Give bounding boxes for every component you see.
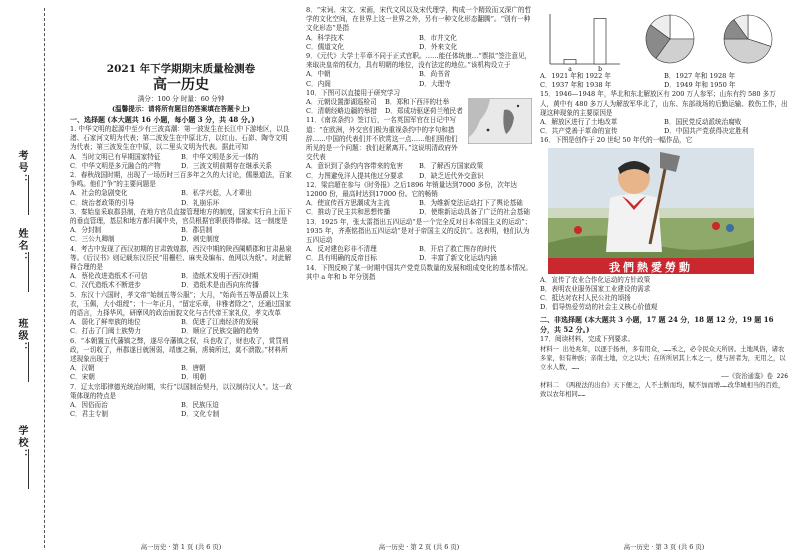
question-option: D．缺乏近代外交意识 <box>419 171 484 180</box>
q14-charts <box>540 6 788 72</box>
column-2 <box>306 6 532 551</box>
q16-options <box>540 276 788 313</box>
question-option: A．科学技术 <box>306 33 344 42</box>
question-options <box>306 245 532 263</box>
question-option: A．中朝 <box>306 70 331 79</box>
q16-stem: 16．下图是创作于 20 世纪 50 年代的一幅作品，它 <box>540 136 693 145</box>
bar-category-label: a <box>568 66 572 72</box>
question-option: C．统治者政策的引导 <box>70 198 135 207</box>
question-option: D．三波文明前期存在继承关系 <box>181 161 273 170</box>
bar <box>564 59 576 64</box>
question-stem: 14．下图反映了某一时期中国共产党党员数量的发展和组成变化的基本情况。其中 a 年和 b 年分别指 <box>306 263 532 281</box>
class-blank <box>28 342 29 382</box>
q16-option: C．抵达对农村人民公社的颂扬 <box>540 294 631 303</box>
question-option: D．刺史制度 <box>181 235 220 244</box>
question-stem: 9．《元代》大学士平章不同于正式官职。……能任体统康…“票拟”签注意见，来取决皇帝的权力，具有明朝的地位，没有法定的地位。”该机构设立于 <box>306 52 532 70</box>
question-stem: 10．下图可以直接用于研究学习 <box>306 88 401 97</box>
question-option: D．文化专制 <box>181 410 220 419</box>
pie-slice <box>670 15 694 39</box>
question-option: D．礼崩乐坏 <box>181 198 220 207</box>
page-footer-2: 高一历史 · 第 2 页 (共 6 页) <box>378 542 460 551</box>
binding-margin <box>0 0 62 553</box>
name-blank <box>28 252 29 292</box>
section-1-questions <box>70 125 292 420</box>
question-option: C．具有明确的反帝目标 <box>306 254 377 263</box>
question-option: A．分封制 <box>70 226 102 235</box>
school-label: 学校： <box>16 425 27 461</box>
column-2-questions <box>306 6 532 282</box>
exam-subject: 高一历史 <box>153 77 209 93</box>
question-option: A．弱化了鲜卑族的地位 <box>70 318 141 327</box>
question-option: B．中华文明是多元一体的 <box>181 152 259 161</box>
question-option: B．私学兴起，人才辈出 <box>181 189 252 198</box>
question-option: A．蔡伦改进造纸术不可信 <box>70 272 148 281</box>
question-option: C．儒道文化 <box>306 42 345 51</box>
exam-note: (温馨提示：请将所有题目的答案填在答题卡上) <box>111 105 251 113</box>
question-option: A．当时文明已有早期国家特征 <box>70 152 161 161</box>
q16-option: A．宣传了农业合作化运动的方针政策 <box>540 275 651 284</box>
question-option: C．宋朝 <box>70 373 95 382</box>
question-options <box>70 318 292 336</box>
school-blank <box>28 449 29 489</box>
question-option: B．开启了救亡图存的时代 <box>419 245 497 254</box>
question-option: C．中华文明是多元融合的产物 <box>70 161 161 170</box>
question-stem: 6．“本朝置五代藩镇之弊，遂尽夺藩镇之权，兵也收了，财也收了，赏罚刑政，一切收了，州郡遂日就困弱，靖康之祸，虏骑所过，莫不溃散。”材料所述现象出现于 <box>70 336 289 364</box>
question-option: B．尚书省 <box>419 70 451 79</box>
question-stem: 12．梁启超在参与《时务报》之后1896 年销量达到7000 多份，次年达12000 份，最高时达到17000 份。它的畅销 <box>306 180 517 199</box>
question-option: D．明朝 <box>181 373 207 382</box>
q16-poster <box>548 148 754 274</box>
q15-option: A．解放区进行了土地改革 <box>540 118 618 127</box>
q15-options <box>540 118 788 136</box>
exam-title: 2021 年下学期期末质量检测卷 <box>106 63 256 75</box>
question-option: A．意识到了条约内容带来的危害 <box>306 162 404 171</box>
name-label: 姓名： <box>16 228 27 264</box>
question-option: B．唐朝 <box>181 364 206 373</box>
q14-option: C．1937 年和 1938 年 <box>540 81 612 90</box>
question-stem: 13．1925 年，张太雷指出五四运动“是一个完全反对日本帝国主义的运动”；1935 年，齐燕铭指出五四运动“是对于帝国主义的反抗”。这表明，他们认为五四运动 <box>306 217 532 245</box>
question-options <box>306 162 532 180</box>
bar <box>594 19 606 64</box>
question-options <box>306 70 532 88</box>
question-option: D．使维新运动具备了广泛的社会基础 <box>419 208 530 217</box>
question-option: B．造纸术发明于西汉时期 <box>181 272 259 281</box>
question-option: A．社会的急剧变化 <box>70 189 128 198</box>
exam-meta: 满分：100 分 时量：60 分钟 <box>137 95 225 103</box>
question-option: B．了解西方国家政策 <box>419 162 484 171</box>
cut-line <box>44 8 45 548</box>
question-option: C．汉代造纸术不断进步 <box>70 281 141 290</box>
question-stem: 7．辽太宗耶律德光统治时期，实行“以国制治契丹，以汉制待汉人”。这一政策体现的特点是 <box>70 382 292 400</box>
question-option: C．力图避免洋人提其他过分要求 <box>306 171 404 180</box>
question-stem: 1. 中华文明的起源中至少有三波高潮：第一波发生在长江中下游地区，以良渚、石家河文明为代表；第二波发生在中原北方，以红山、石峁、陶寺文明为代表；第三波发生在中原，以二里头文明为代表。据此可知 <box>70 125 290 152</box>
class-label: 班级： <box>16 318 27 354</box>
poster-image <box>548 148 754 274</box>
question-option: D．外来文化 <box>419 42 458 51</box>
page-footer-3: 高一历史 · 第 3 页 (共 6 页) <box>623 542 705 551</box>
question-option: B．郡县制 <box>181 226 213 235</box>
question-option: C．内阁 <box>306 79 331 88</box>
question-option: C．打击了门阀士族势力 <box>70 327 141 336</box>
question-option: C．三公九卿制 <box>70 235 115 244</box>
q15-option: D．中国共产党获得决定胜利 <box>664 127 749 136</box>
q14-option: B．1927 年和 1928 年 <box>664 72 736 80</box>
q15-stem: 15．1946—1948 年，华北和东北解放区有 200 万人参军；山东有约 580 多万人，黄中有 480 多万人为解放军华北了，山东、东部战场的后勤运输、救伤工作，出现这种现象的主要原因是 <box>540 90 788 117</box>
question-stem: 2．春秋战国时期，出现了一场历时三百多年之久的大讨论，儒墨道法，百家争鸣。他们“争”的主要问题是 <box>70 171 292 189</box>
question-option: B．促进了江南经济的发展 <box>181 318 259 327</box>
q14-option: D．1949 年和 1950 年 <box>664 81 736 90</box>
q14-option: A．1921 年和 1922 年 <box>540 72 611 80</box>
question-options <box>70 189 292 207</box>
q16-option: D．倡导热爱劳动的社会主义核心价值观 <box>540 303 658 312</box>
q17-stem: 17．阅读材料，完成下列要求。 <box>540 335 635 344</box>
q17-material-1: 材料一 出处兆年，以逐于扬州，多有用众，……禾之，必令民众天所居。土地风俗，诸农多家，但有种族；亲南土地，立之以夫；在所所居其上本之一，使与居者为，无用之，以立水人数，…… <box>540 345 786 371</box>
exam-no-blank <box>28 175 29 215</box>
question-options <box>70 364 292 382</box>
question-stem: 11．《南京条约》签订后，一名英国军官在日记中写道：“在欧洲，外交官们极为重视条约中的字句和措辞……中国的代表们并不欣赏这一点……他们照他们所见的是一个问题：我们赶紧离开。”这说明清政府外交代表 <box>306 116 458 162</box>
question-option: D．郑成功驱逐荷兰殖民者 <box>385 107 463 116</box>
question-stem: 3．秦始皇采取郡县制，在地方官员直接管理地方的制度，国家实行自上而下的垂直管理，基层和地方都归属中央，官员根据官职获得俸禄。这一制度是 <box>70 207 292 226</box>
question-options <box>70 272 292 290</box>
question-option: A．因俗而治 <box>70 401 108 410</box>
question-stem: 5．东汉十六国时，孝文帝“始制五等公服”；大月，“始尚书五等品爵以上朱衣，玉佩，大小组绶”；十一年正月，“留定乐章，非雅者除之”，还通过国家的语言，力择华风，研摩风的政治面貌文化与古代帝王家礼仪，孝文改革 <box>70 290 292 318</box>
question-option: C．推动了民主共和思想传播 <box>306 208 391 217</box>
poster-slogan: 我們熱愛勞動 <box>609 261 693 275</box>
question-option: D．造纸术是由西向东传播 <box>181 281 259 290</box>
bar-category-label: b <box>598 66 602 72</box>
question-stem: 4．考古中发现了西汉初期的甘肃敦煌郡，西汉中期的陕西阑帻郡和甘肃悬泉等。《后汉书》则记载东汉臣民“用栅栏、麻夹及编布、鱼网以为纸”。对此解释合理的是 <box>70 244 292 272</box>
question-option: A．汉朝 <box>70 364 95 373</box>
column-3 <box>540 6 788 551</box>
q15-option: B．国民党反动派统治腐败 <box>664 118 742 127</box>
question-option: A．反对建色彩非不清理 <box>306 245 377 254</box>
question-option: B．为维新变法运动打下了舆论基础 <box>419 199 523 208</box>
question-option: C．清朝经略边疆的举措 <box>306 107 377 116</box>
section-1-heading: 一、选择题 (本大题共 16 小题，每小题 3 分，共 48 分。) <box>70 115 255 124</box>
q14-chart-svg <box>540 6 788 72</box>
section-2-heading: 二、非选择题 (本大题共 3 小题，17 题 24 分，18 题 12 分，19 题 16 分，共 52 分。) <box>540 315 774 335</box>
question-option: D．顺应了民族交融的趋势 <box>181 327 259 336</box>
question-option: D．丰富了新文化运动内涵 <box>419 254 497 263</box>
question-option: A．使宣传西方思潮成为主流 <box>306 199 390 208</box>
question-options <box>306 34 532 52</box>
question-option: A．元朝设置澎湖巡检司 <box>306 98 377 107</box>
q10-map-figure <box>468 98 532 144</box>
question-option: B．民族压迫 <box>181 401 219 410</box>
question-options <box>70 401 292 419</box>
column-1 <box>70 6 292 551</box>
q16-option: B．表明农业服务国家工业建设的需求 <box>540 284 651 293</box>
question-option: B．郑和下西洋的壮举 <box>385 98 450 107</box>
map-image <box>468 98 532 144</box>
q17-material-2: 材料二 《两税法的出台》天下便之，人不土断而均，赋不加而增……改华城相当的百姓，致以农年相同…… <box>540 381 785 398</box>
question-options <box>70 226 292 244</box>
question-option: B．市井文化 <box>419 33 457 42</box>
q17-source-1: ——《资治通鉴》卷 226 <box>721 372 788 380</box>
question-options <box>70 153 292 171</box>
question-options <box>306 199 532 217</box>
q15-option: C．共产党善于革命的宣传 <box>540 127 618 136</box>
question-stem: 8．“宋词、宋文、宋画，宋代文风以及宋代理学，构成一个精致而又深广的哲学的文化空间，在世界上这一世界之外，另有一种文化形态翻腾”。“别有一种文化形态”是指 <box>306 6 532 33</box>
question-option: D．大理寺 <box>419 79 451 88</box>
q14-options <box>540 72 788 90</box>
question-option: C．君主专制 <box>70 410 109 419</box>
exam-no-label: 考号： <box>16 150 27 186</box>
question-options <box>306 98 464 116</box>
page-footer-1: 高一历史 · 第 1 页 (共 6 页) <box>140 542 222 551</box>
